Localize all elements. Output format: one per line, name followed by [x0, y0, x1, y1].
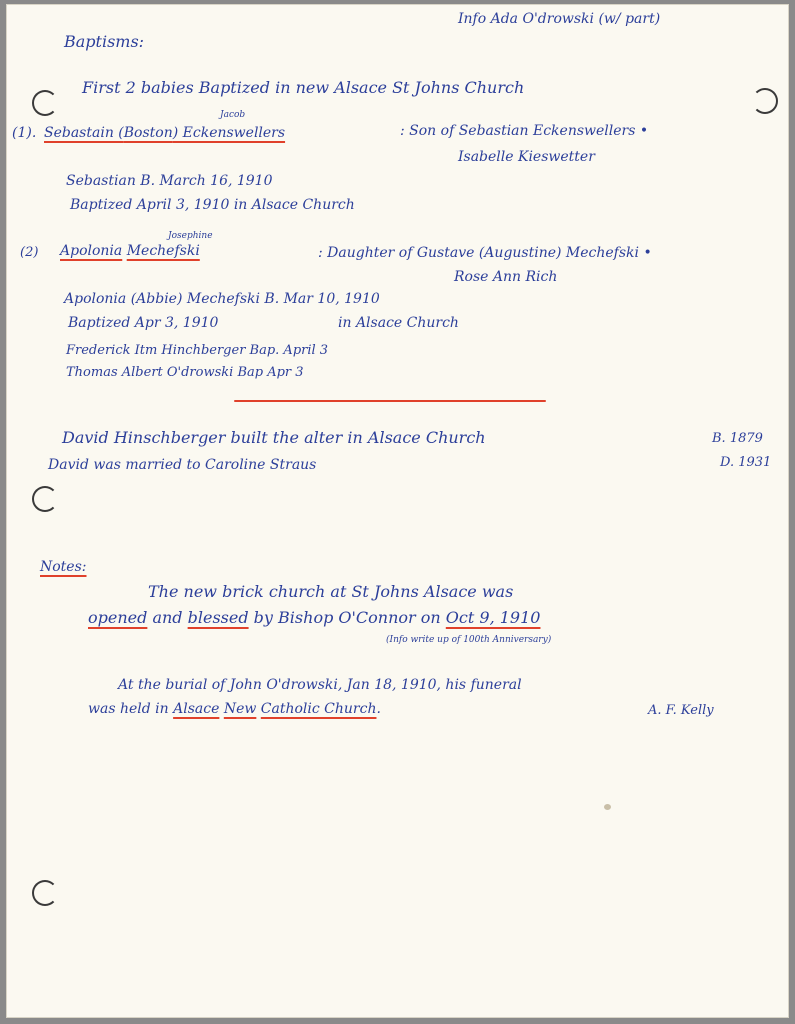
altar-line1: David Hinschberger built the alter in Alsace Church	[62, 428, 486, 447]
entry2-baptism-place: in Alsace Church	[338, 315, 459, 331]
entry1-baptism: Baptized April 3, 1910 in Alsace Church	[70, 197, 355, 213]
notes-and: and	[147, 608, 188, 627]
altar-died: D. 1931	[720, 455, 772, 470]
notes-p1-source: (Info write up of 100th Anniversary)	[386, 635, 552, 645]
entry1-name-nickname: Boston	[123, 125, 173, 141]
binder-hole-top-left	[32, 90, 58, 116]
document-page	[6, 4, 789, 1018]
divider-line	[234, 400, 546, 402]
entry2-sponsor1: Frederick Itm Hinchberger Bap. April 3	[66, 343, 329, 358]
notes-p1-line1: The new brick church at St Johns Alsace was	[148, 582, 514, 601]
notes-period: .	[376, 701, 381, 717]
intro-line: First 2 babies Baptized in new Alsace St Johns Church	[82, 78, 525, 97]
entry2-name-last: Mechefski	[126, 243, 200, 259]
notes-p2-line2	[88, 702, 381, 716]
entry2-name-first: Apolonia	[60, 243, 123, 259]
entry2-mother: Rose Ann Rich	[454, 269, 558, 285]
entry1-name-last: ) Eckenswellers	[172, 125, 286, 141]
notes-held-in: was held in	[88, 701, 174, 717]
signature: A. F. Kelly	[648, 703, 714, 718]
entry2-name	[60, 244, 200, 258]
notes-blessed: blessed	[187, 608, 249, 627]
entry1-number: (1).	[12, 125, 37, 141]
notes-opened: opened	[88, 608, 148, 627]
entry1-birth: Sebastian B. March 16, 1910	[66, 173, 273, 189]
notes-bishop: by Bishop O'Connor on	[248, 608, 446, 627]
altar-line2: David was married to Caroline Straus	[48, 457, 317, 473]
entry1-parent-line: : Son of Sebastian Eckenswellers •	[400, 123, 649, 139]
notes-p1-line2	[88, 610, 540, 626]
entry2-superscript: Josephine	[168, 231, 213, 241]
notes-catholic-church: Catholic Church	[260, 701, 377, 717]
paper-speck	[604, 804, 611, 810]
entry2-parent-line: : Daughter of Gustave (Augustine) Mechefski •	[318, 245, 652, 261]
notes-alsace: Alsace	[173, 701, 220, 717]
entry1-name	[44, 126, 285, 140]
notes-new: New	[223, 701, 257, 717]
info-note: Info Ada O'drowski (w/ part)	[458, 11, 661, 27]
entry2-sponsor2: Thomas Albert O'drowski Bap Apr 3	[66, 365, 304, 380]
notes-date: Oct 9, 1910	[445, 608, 541, 627]
binder-hole-middle-left	[32, 486, 58, 512]
notes-heading	[40, 560, 87, 574]
binder-hole-bottom-left	[32, 880, 58, 906]
entry2-baptism-date: Baptized Apr 3, 1910	[68, 315, 219, 331]
binder-hole-top-right	[752, 88, 778, 114]
entry2-birth: Apolonia (Abbie) Mechefski B. Mar 10, 1910	[64, 291, 380, 307]
entry1-name-first: Sebastain (	[44, 125, 124, 141]
altar-born: B. 1879	[712, 431, 763, 446]
entry2-number: (2)	[20, 245, 39, 260]
notes-heading-text: Notes:	[40, 559, 87, 575]
notes-p2-line1: At the burial of John O'drowski, Jan 18, 1910, his funeral	[118, 677, 522, 693]
section-title: Baptisms:	[64, 32, 145, 51]
entry1-mother: Isabelle Kieswetter	[458, 149, 595, 165]
entry1-superscript: Jacob	[220, 110, 246, 120]
